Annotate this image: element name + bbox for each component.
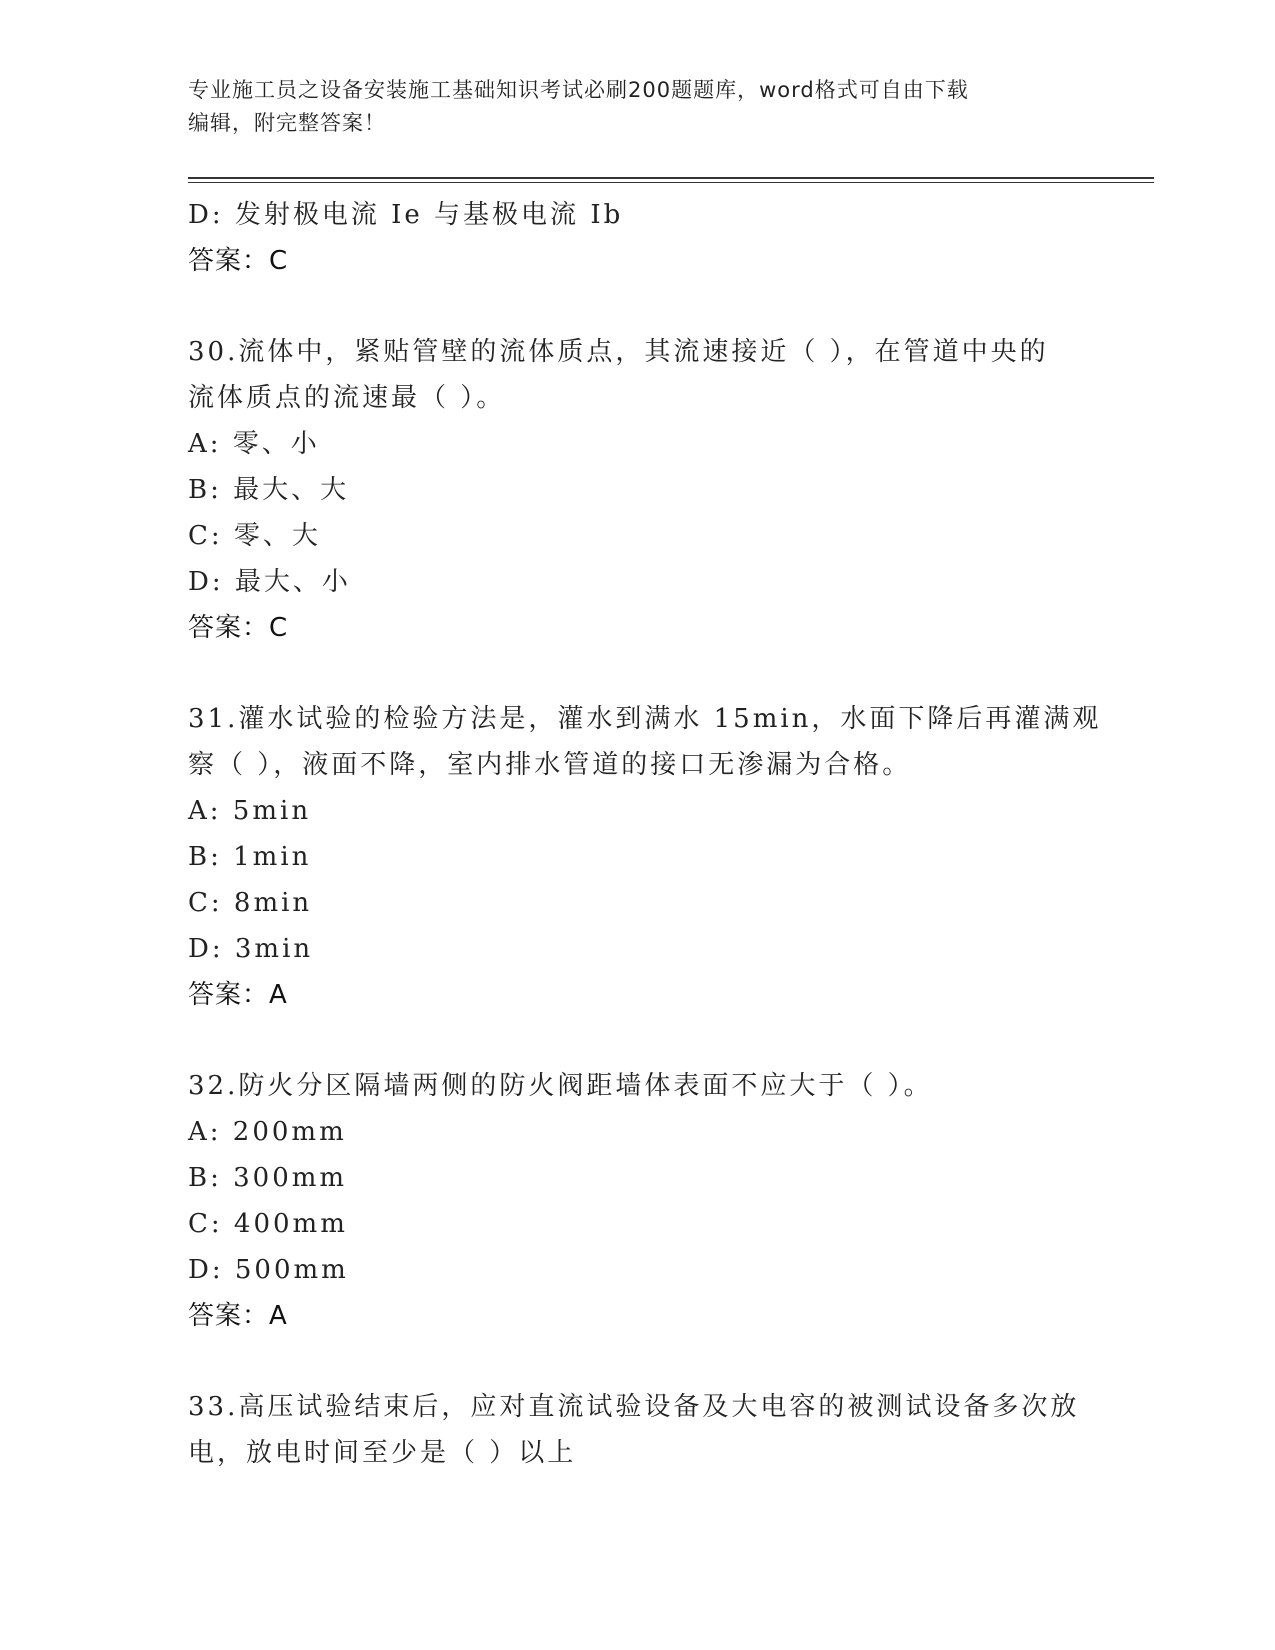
page-header — [188, 74, 1088, 140]
option-b: B: 1min — [188, 842, 312, 872]
option-d: D: 500mm — [188, 1255, 349, 1285]
option-c: C: 8min — [188, 888, 313, 918]
spacer — [188, 651, 1088, 696]
option-d: D: 发射极电流 Ie 与基极电流 Ib — [188, 200, 624, 230]
question-stem: 30.流体中，紧贴管壁的流体质点，其流速接近（ ），在管道中央的 — [188, 337, 1049, 367]
answer: 答案：C — [188, 613, 289, 643]
answer: 答案：A — [188, 1301, 288, 1331]
question-list — [188, 192, 1102, 1476]
question-stem: 33.高压试验结束后，应对直流试验设备及大电容的被测试设备多次放 — [188, 1392, 1080, 1422]
header-rule-bottom — [188, 182, 1154, 183]
header-rule-top — [188, 177, 1154, 179]
option-b: B: 最大、大 — [188, 475, 350, 505]
option-b: B: 300mm — [188, 1163, 348, 1193]
option-d: D: 3min — [188, 934, 314, 964]
question-31 — [188, 696, 1102, 1018]
question-32 — [188, 1063, 1088, 1339]
header-line-2: 编辑，附完整答案！ — [188, 111, 386, 135]
question-stem: 32.防火分区隔墙两侧的防火阀距墙体表面不应大于（ ）。 — [188, 1071, 933, 1101]
question-stem: 流体质点的流速最（ ）。 — [188, 383, 506, 413]
option-a: A: 5min — [188, 796, 312, 826]
answer: 答案：A — [188, 980, 288, 1010]
question-stem: 31.灌水试验的检验方法是，灌水到满水 15min，水面下降后再灌满观 — [188, 704, 1102, 734]
option-a: A: 200mm — [188, 1117, 347, 1147]
option-a: A: 零、小 — [188, 429, 320, 459]
question-stem: 察（ ），液面不降，室内排水管道的接口无渗漏为合格。 — [188, 750, 912, 780]
answer: 答案：C — [188, 246, 289, 276]
question-29 — [188, 192, 1088, 284]
question-30 — [188, 329, 1088, 651]
option-c: C: 零、大 — [188, 521, 321, 551]
header-line-1: 专业施工员之设备安装施工基础知识考试必刷200题题库，word格式可自由下载 — [188, 78, 969, 102]
spacer — [188, 284, 1088, 329]
question-stem: 电，放电时间至少是（ ）以上 — [188, 1438, 577, 1468]
spacer — [188, 1339, 1088, 1384]
option-c: C: 400mm — [188, 1209, 348, 1239]
spacer — [188, 1018, 1088, 1063]
question-33 — [188, 1384, 1088, 1476]
option-d: D: 最大、小 — [188, 567, 351, 597]
